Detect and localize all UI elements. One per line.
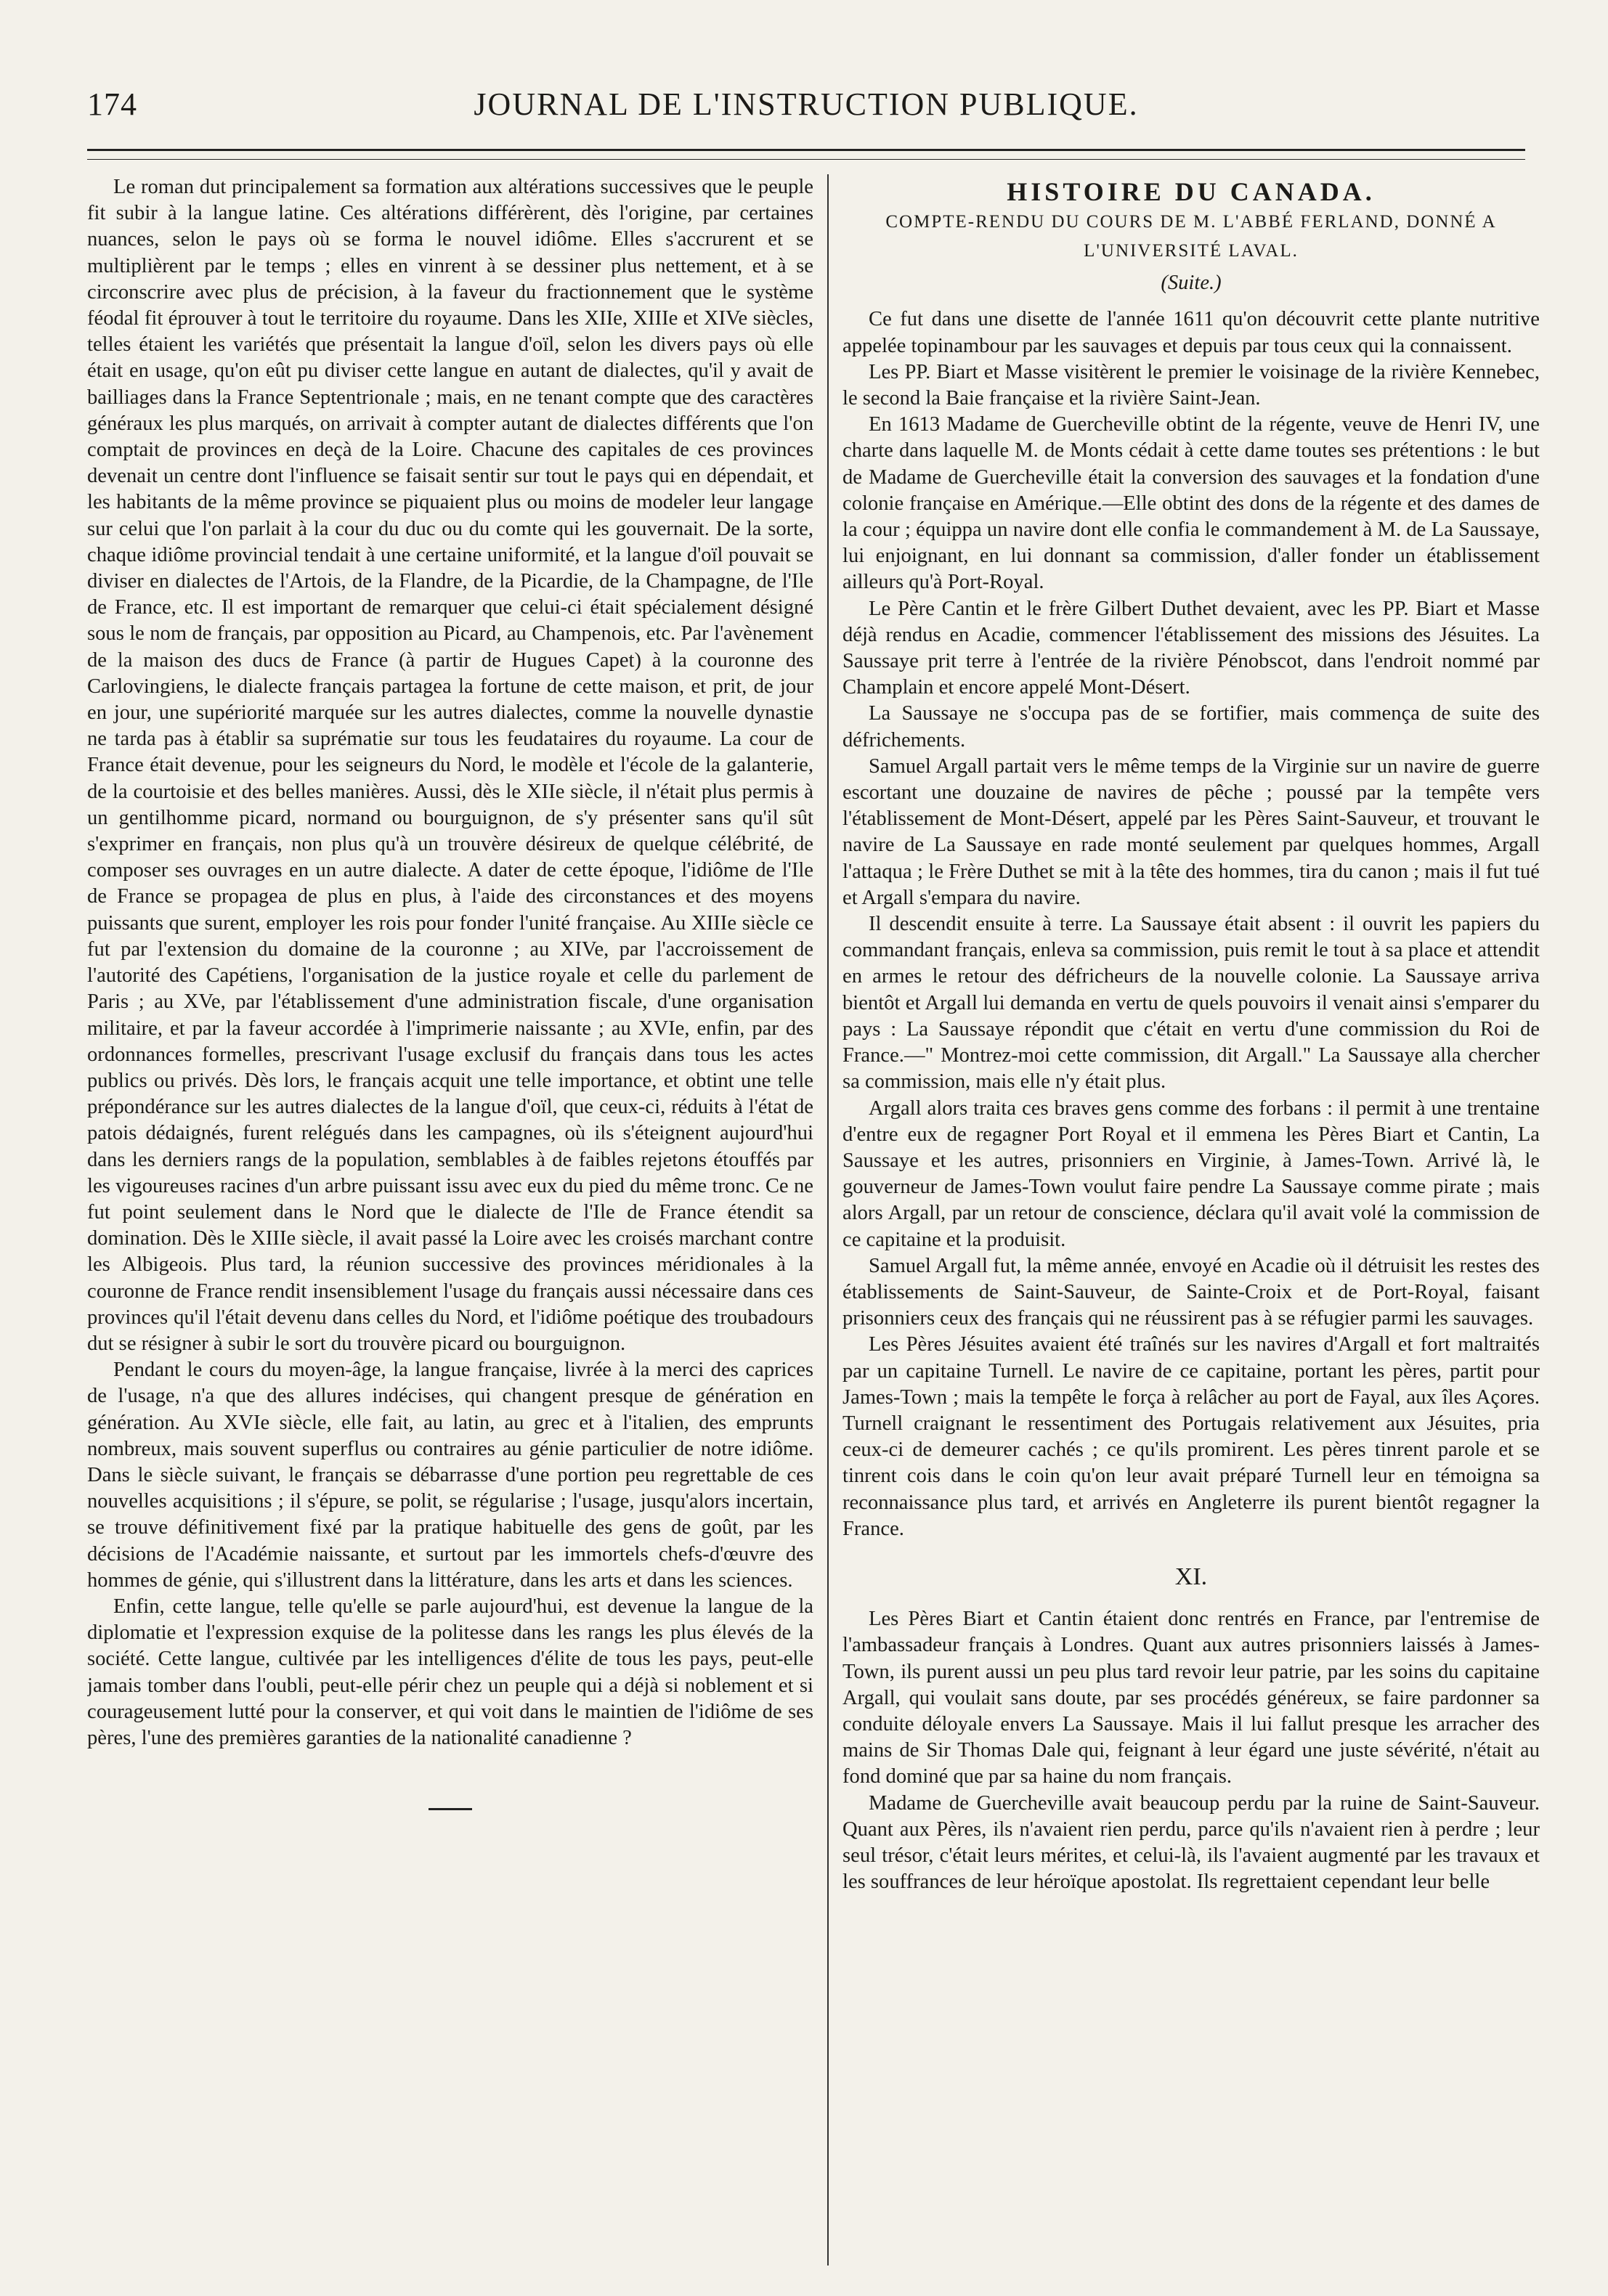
right-paragraph: Le Père Cantin et le frère Gilbert Duthet devaient, avec les PP. Biart et Masse déjà rendus en Acadie, commencer l'établissement des missions des Jésuites. La Saussaye prit terre à l'entrée de la rivière Pénobscot, dans l'endroit nommé par Champlain et encore appelé Mont-Désert. (842, 597, 1540, 699)
right-column (842, 174, 1540, 2273)
column-divider (827, 174, 829, 2266)
right-paragraph: Samuel Argall fut, la même année, envoyé en Acadie où il détruisit les restes des établissements de Saint-Sauveur, de Sainte-Croix et de Port-Royal, faisant prisonniers ceux des français qui ne réussirent pas à se réfugier parmi les sauvages. (842, 1254, 1540, 1330)
right-paragraph: Madame de Guercheville avait beaucoup perdu par la ruine de Saint-Sauveur. Quant aux Pères, ils n'avaient rien perdu, parce qu'ils n'avaient rien à perdre ; leur seul trésor, c'était leurs mérites, et celui-là, ils l'avaient augmenté par les travaux et les souffrances de leur héroïque apostolat. Ils regrettaient cependant leur belle (842, 1791, 1540, 1894)
right-paragraph: La Saussaye ne s'occupa pas de se fortifier, mais commença de suite des défrichements. (842, 702, 1540, 752)
right-paragraph: Les PP. Biart et Masse visitèrent le premier le voisinage de la rivière Kennebec, le second la Baie française et la rivière Saint-Jean. (842, 360, 1540, 410)
right-paragraph: Les Pères Biart et Cantin étaient donc rentrés en France, par l'entremise de l'ambassadeur français à Londres. Quant aux autres prisonniers laissés à James-Town, ils purent aussi un peu plus tard revoir leur patrie, par les soins du capitaine Argall, qui voulait sans doute, par ses procédés généreux, se faire pardonner sa conduite déloyale envers La Saussaye. Mais il lui fallut presque les arracher des mains de Sir Thomas Dale qui, feignant à leur égard une juste sévérité, n'était au fond dominé que par sa haine du nom français. (842, 1608, 1540, 1788)
left-paragraph: Le roman dut principalement sa formation aux altérations successives que le peuple fit subir à la langue latine. Ces altérations différèrent, dès l'origine, par certaines nuances, selon le pays où se forma le nouvel idiôme. Elles s'accrurent et se multiplièrent par le temps ; elles en vinrent à se dessiner plus nettement, et à se circonscrire avec plus de précision, à la faveur du fractionnement que le système féodal fit éprouver à tout le territoire du royaume. Dans les XIIe, XIIIe et XIVe siècles, telles étaient les variétés que présentait la langue d'oïl, selon les divers pays où elle était en usage, qu'on eût pu diviser cette langue en autant de dialectes, qu'il y avait de bailliages dans la France Septentrionale ; mais, en ne tenant compte que des caractères généraux les plus marqués, on arrivait à compter autant de dialectes différents que l'on comptait de provinces en deçà de la Loire. Chacune des capitales de ces provinces devenait un centre dont l'influence se faisait sentir sur tout le pays qui en dépendait, et les habitants de la même province se piquaient plus ou moins de modeler leur langage sur celui que l'on parlait à la cour du duc ou du comte qui les gouvernait. De la sorte, chaque idiôme provincial tendait à une certaine uniformité, et la langue d'oïl pouvait se diviser en dialectes de l'Artois, de la Flandre, de la Picardie, de la Champagne, de l'Ile de France, etc. Il est important de remarquer que celui-ci était spécialement désigné sous le nom de français, par opposition au Picard, au Champenois, etc. Par l'avènement de la maison des ducs de France (à partir de Hugues Capet) à la couronne des Carlovingiens, le dialecte français partagea la fortune de cette maison, et prit, de jour en jour, une supériorité marquée sur les autres dialectes, comme la nouvelle dynastie ne tarda pas à établir sa suprématie sur tous les feudataires du royaume. La cour de France était devenue, pour les seigneurs du Nord, le modèle et l'école de la galanterie, de la courtoisie et des belles manières. Aussi, dès le XIIe siècle, il n'était plus permis à un gentilhomme picard, normand ou bourguignon, de s'y présenter sans qu'il sût s'exprimer en français, non plus qu'à un trouvère désireux de quelque célébrité, de composer ses ouvrages en un autre dialecte. A dater de cette époque, l'idiôme de l'Ile de France se propagea de plus en plus, à l'aide des circonstances et des moyens puissants que surent, employer les rois pour fonder l'unité française. Au XIIIe siècle ce fut par l'extension du domaine de la couronne ; au XIVe, par l'accroissement de l'autorité des Capétiens, l'organisation de la justice royale et celle du parlement de Paris ; au XVe, par l'établissement d'une administration fiscale, d'une organisation militaire, et par la faveur accordée à l'imprimerie naissante ; au XVIe, enfin, par des ordonnances formelles, prescrivant l'usage exclusif du français dans tous les actes publics ou privés. Dès lors, le français acquit une telle importance, et obtint une telle prépondérance sur les autres dialectes de la langue d'oïl, que ceux-ci, réduits à l'état de patois dédaignés, furent relégués dans les campagnes, où ils s'éteignent aujourd'hui dans les derniers rangs de la population, semblables à de faibles rejetons étouffés par les vigoureuses racines d'un arbre puissant issu avec eux du pied du même tronc. Ce ne fut point seulement dans le Nord que le dialecte de l'Ile de France étendit sa domination. Dès le XIIIe siècle, il avait passé la Loire avec les croisés marchant contre les Albigeois. Plus tard, la réunion successive des provinces méridionales à la couronne de France rendit insensiblement l'usage du français aussi nécessaire dans ces provinces qu'il l'était devenu dans celles du Nord, et l'idiôme poétique des troubadours dut se résigner à subir le sort du trouvère picard ou bourguignon. (87, 176, 813, 1355)
right-paragraph: Samuel Argall partait vers le même temps de la Virginie sur un navire de guerre escortant une douzaine de navires de pêche ; poussé par la tempête vers l'établissement de Mont-Désert, appelé par les Pères Saint-Sauveur, et trouvant le navire de La Saussaye en rade monté seulement par quelques hommes, Argall l'attaqua ; le Frère Duthet se mit à la tête des hommes, tira du canon ; mais il fut tué et Argall s'empara du navire. (842, 754, 1540, 909)
header-rule-thick (87, 149, 1525, 151)
left-paragraph: Pendant le cours du moyen-âge, la langue française, livrée à la merci des caprices de l'usage, n'a que des allures indécises, qui changent presque de génération en génération. Au XVIe siècle, elle fait, au latin, au grec et à l'italien, des emprunts nombreux, mais souvent superflus ou contraires au génie particulier de notre idiôme. Dans le siècle suivant, le français se débarrasse d'une portion peu regrettable de ces nouvelles acquisitions ; il s'épure, se polit, se régularise ; l'usage, jusqu'alors incertain, se trouve définitivement fixé par la pratique habituelle des gens de goût, par les décisions de l'Académie naissante, et surtout par les immortels chefs-d'œuvre des hommes de génie, qui s'illustrent dans la littérature, dans les arts et dans les sciences. (87, 1359, 813, 1592)
right-paragraph: Argall alors traita ces braves gens comme des forbans : il permit à une trentaine d'entre eux de regagner Port Royal et il emmena les Pères Biart et Cantin, La Saussaye et les autres, prisonniers en Virginie, à James-Town. Arrivé là, le gouverneur de James-Town voulut faire pendre La Saussaye comme pirate ; mais alors Argall, par un retour de conscience, déclara qu'il avait volé la commission de ce capitaine et la produisit. (842, 1096, 1540, 1251)
left-column (87, 174, 813, 2273)
header-rule-thin (87, 159, 1525, 160)
left-paragraph: Enfin, cette langue, telle qu'elle se parle aujourd'hui, est devenue la langue de la diplomatie et l'expression exquise de la politesse dans les rangs les plus élevés de la société. Cette langue, cultivée par les intelligences d'élite de tous les pays, peut-elle jamais tomber dans l'oubli, peut-elle périr chez un peuple qui a déjà si noblement et si courageusement lutté pour la conserver, et qui voit dans le maintien de l'idiôme de ses pères, l'une des premières garanties de la nationalité canadienne ? (87, 1595, 813, 1749)
chapter-numeral: XI. (1174, 1563, 1208, 1590)
continuation-label: (Suite.) (1161, 272, 1222, 295)
section-subtitle: COMPTE-RENDU DU COURS DE M. L'ABBÉ FERLAND, DONNÉ A L'UNIVERSITÉ LAVAL. (885, 212, 1497, 261)
right-paragraph: Il descendit ensuite à terre. La Saussaye était absent : il ouvrit les papiers du commandant français, enleva sa commission, puis remit le tout à sa place et attendit en armes le retour des défricheurs de la nouvelle colonie. La Saussaye arriva bientôt et Argall lui demanda en vertu de quels pouvoirs il venait ainsi s'emparer du pays : La Saussaye répondit que c'était en vertu d'une commission du Roi de France.—" Montrez-moi cette commission, dit Argall." La Saussaye alla chercher sa commission, mais elle n'y était plus. (842, 913, 1540, 1094)
right-paragraph: Ce fut dans une disette de l'année 1611 qu'on découvrit cette plante nutritive appelée topinambour par les sauvages et depuis par tous ceux qui la connaissent. (842, 308, 1540, 357)
right-paragraph: En 1613 Madame de Guercheville obtint de la régente, veuve de Henri IV, une charte dans laquelle M. de Monts cédait à cette dame toutes ses prétentions : le but de Madame de Guercheville était la conversion des sauvages et la fondation d'une colonie française en Amérique.—Elle obtint des dons de la régente et des dames de la cour ; équippa un navire dont elle confia le commandement à M. de La Saussaye, lui enjoignant, en lui donnant sa commission, d'aller fonder un établissement ailleurs qu'à Port-Royal. (842, 413, 1540, 594)
article-end-rule (429, 1808, 472, 1810)
section-title: HISTOIRE DU CANADA. (1007, 177, 1376, 206)
page-number: 174 (87, 86, 137, 122)
journal-title: JOURNAL DE L'INSTRUCTION PUBLIQUE. (474, 86, 1139, 122)
page-header (87, 86, 1525, 137)
right-paragraph: Les Pères Jésuites avaient été traînés sur les navires d'Argall et fort maltraités par un capitaine Turnell. Le navire de ce capitaine, portant les pères, partit pour James-Town ; mais la tempête le força à relâcher au port de Fayal, aux îles Açores. Turnell craignant le ressentiment des Portugais relativement aux Jésuites, pria ceux-ci de demeurer cachés ; ce qu'ils promirent. Les pères tinrent parole et se tinrent cois dans le coin qu'on leur avait préparé Turnell leur en témoigna sa reconnaissance plus tard, et arrivés en Angleterre ils purent bientôt regagner la France. (842, 1333, 1540, 1540)
